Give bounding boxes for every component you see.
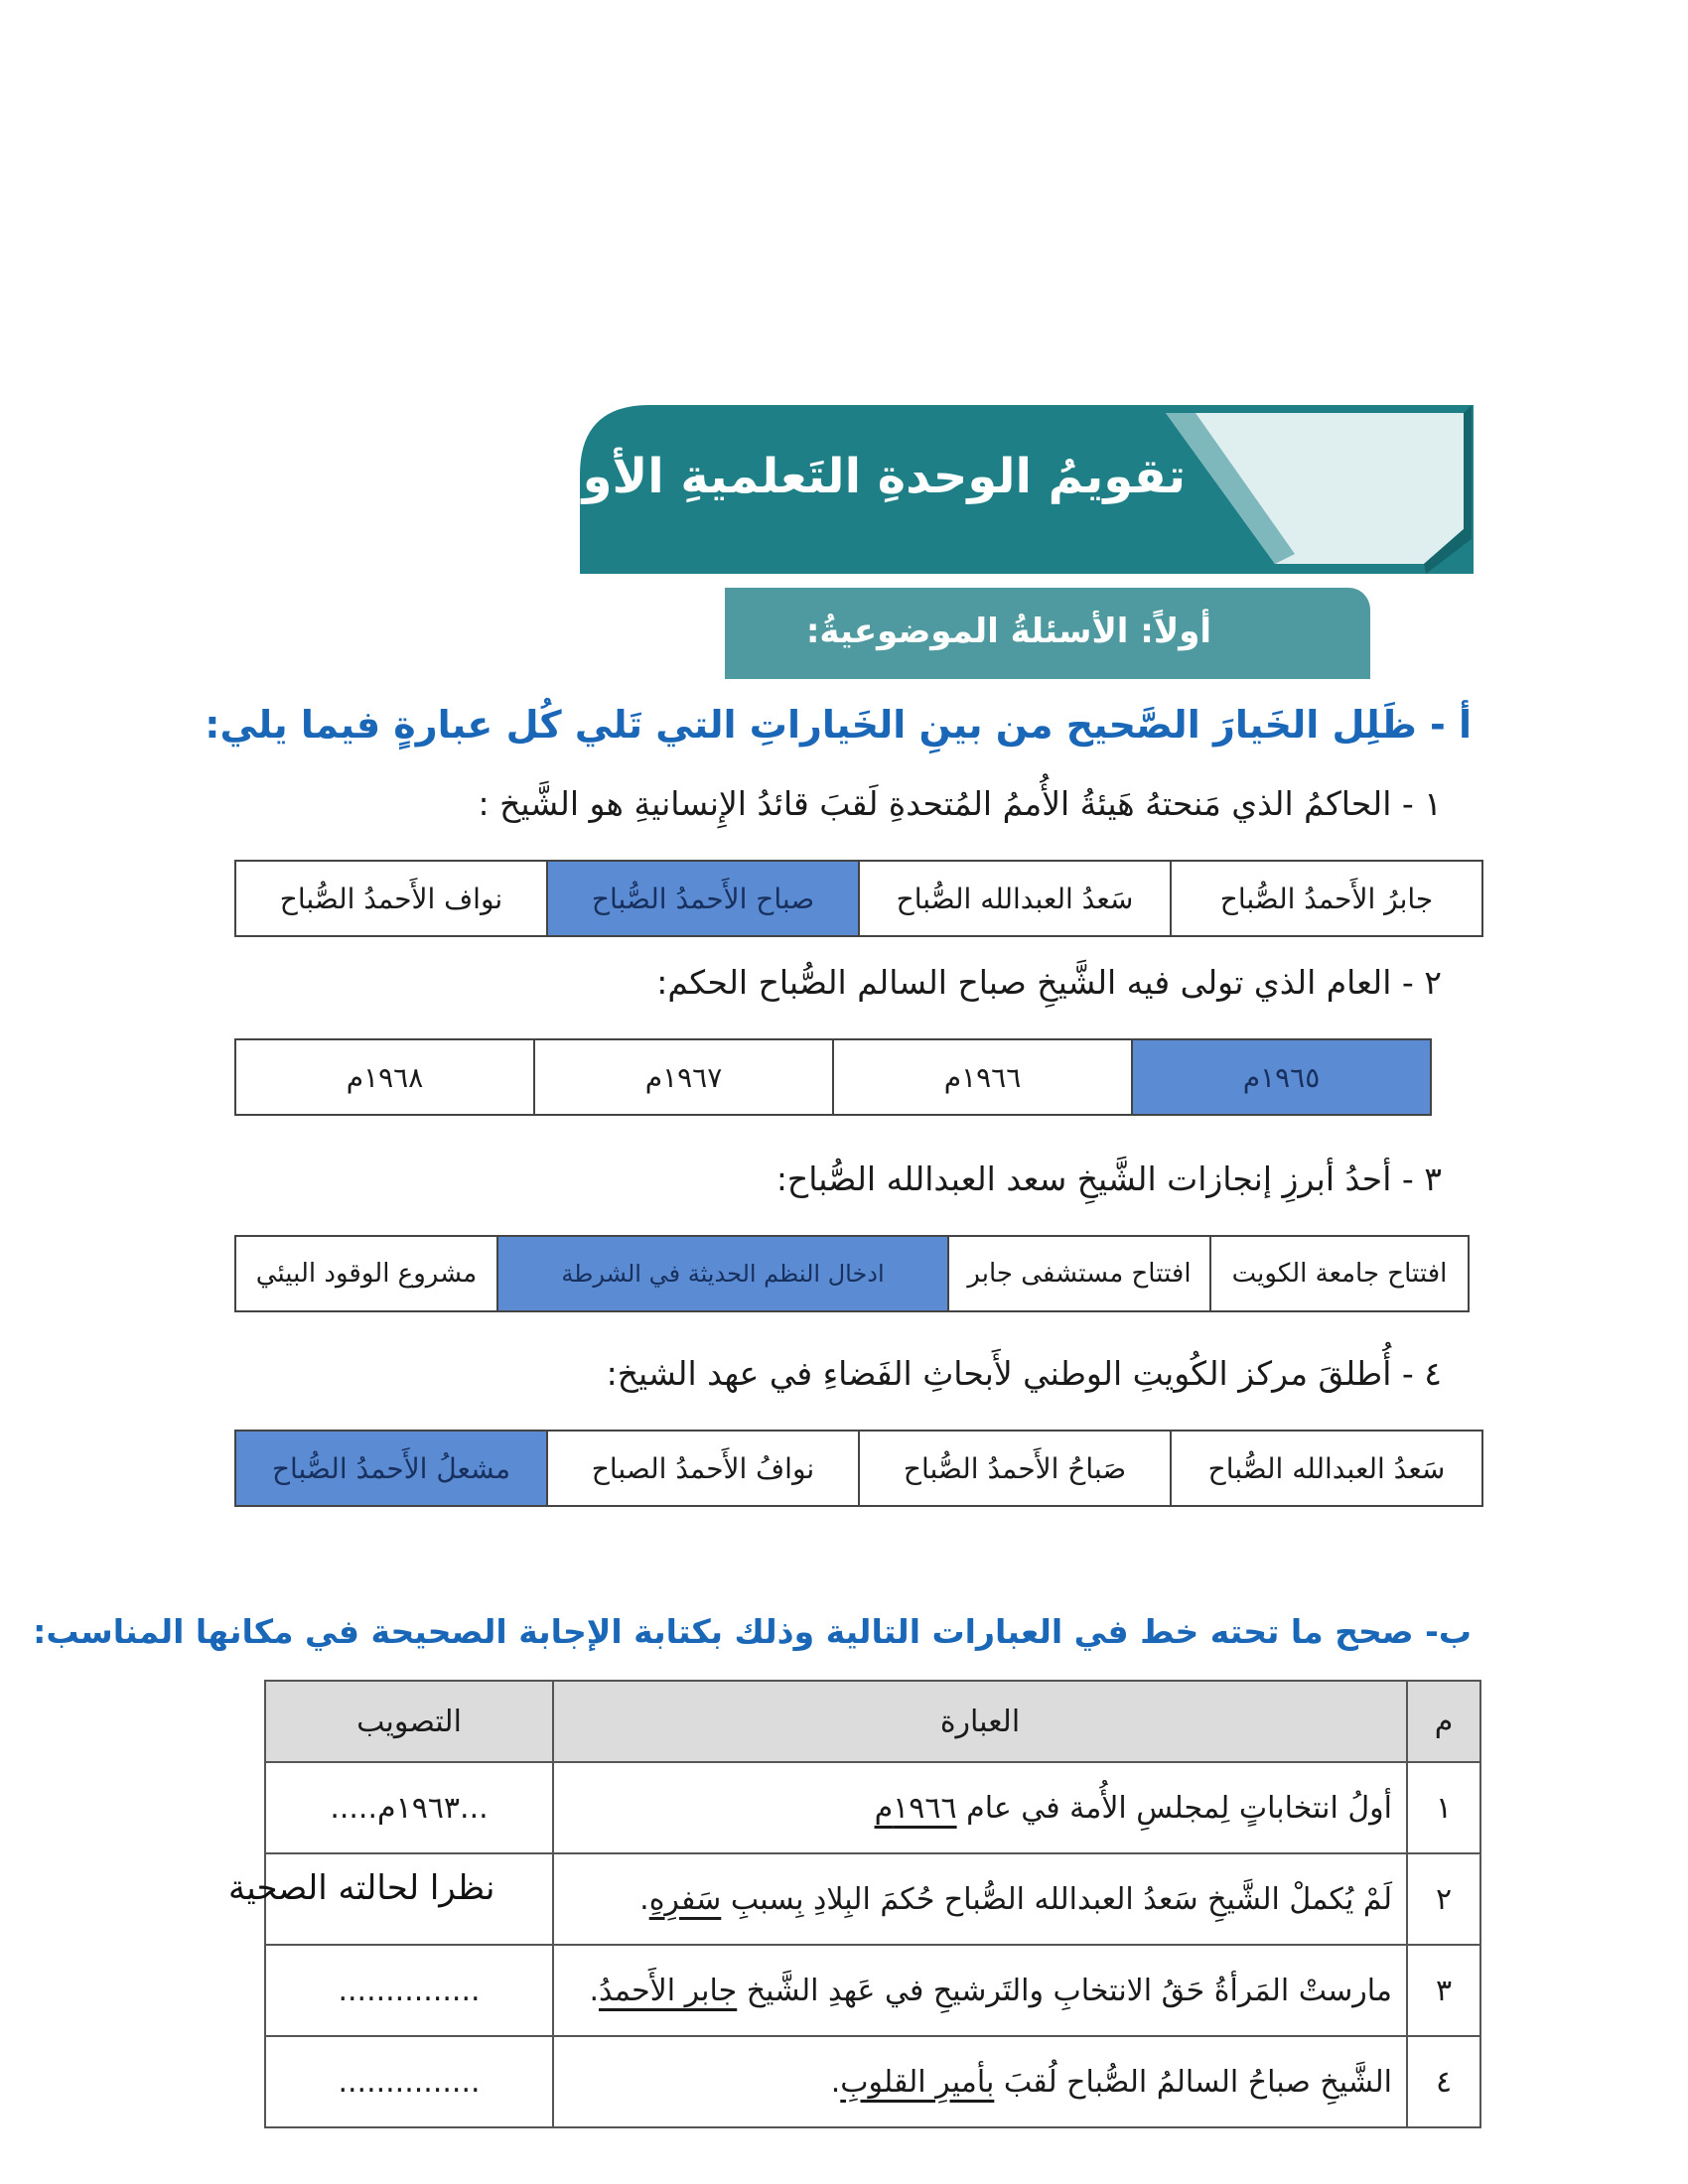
question-4-option-1[interactable]: سَعدُ العبدالله الصُّباح xyxy=(1171,1431,1482,1506)
question-3-text: ٣ - أحدُ أبرزِ إنجازات الشَّيخِ سعد العبدالله الصُّباح: xyxy=(775,1160,1442,1198)
question-1-option-2[interactable]: سَعدُ العبدالله الصُّباح xyxy=(859,861,1171,936)
statement-cell xyxy=(553,1762,1407,1853)
question-4-text: ٤ - أُطلقَ مركز الكُويتِ الوطني لأَبحاثِ الفَضاءِ في عهد الشيخ: xyxy=(606,1354,1442,1393)
underlined-text: بأميرِ القلوبِ xyxy=(840,2064,995,2100)
question-1-option-3-selected[interactable]: صباح الأَحمدُ الصُّباح xyxy=(547,861,859,936)
row-number: ٣ xyxy=(1407,1945,1480,2036)
correction-table-header xyxy=(265,1681,1480,1762)
question-2-option-4[interactable]: ١٩٦٨م xyxy=(235,1039,534,1115)
underlined-text: سَفرِهِ xyxy=(648,1881,722,1917)
question-2-option-1-selected[interactable]: ١٩٦٥م xyxy=(1132,1039,1431,1115)
question-2-option-2[interactable]: ١٩٦٦م xyxy=(833,1039,1132,1115)
section-b-heading: ب- صحح ما تحته خط في العبارات التالية وذلك بكتابة الإجابة الصحيحة في مكانها المناسب: xyxy=(33,1612,1472,1651)
statement-text: الشَّيخِ صباحُ السالمُ الصُّباح لُقبَ xyxy=(994,2064,1392,2100)
question-1-text: ١ - الحاكمُ الذي مَنحتهُ هَيئةُ الأُممُ المُتحدةِ لَقبَ قائدُ الإِنسانيةِ هو الشَّيخ : xyxy=(478,784,1442,823)
statement-cell xyxy=(553,2036,1407,2127)
question-2-options xyxy=(234,1038,1432,1116)
section-title: أولاً: الأسئلةُ الموضوعيةُ: xyxy=(805,612,1211,651)
question-4-option-3[interactable]: نوافُ الأَحمدُ الصباح xyxy=(547,1431,859,1506)
statement-text: مارستْ المَرأةُ حَقُ الانتخابِ والتَرشيحِ في عَهدِ الشَّيخ xyxy=(737,1973,1392,2008)
handwritten-answer-note: نظرا لحالته الصحية xyxy=(228,1868,495,1908)
correction-cell[interactable]: ............... xyxy=(265,2036,553,2127)
row-number: ٤ xyxy=(1407,2036,1480,2127)
statement-text: أولُ انتخاباتٍ لِمجلسِ الأُمة في عام xyxy=(956,1790,1392,1826)
question-3-option-4[interactable]: مشروع الوقود البيئي xyxy=(235,1236,497,1311)
question-3-options xyxy=(234,1235,1470,1312)
question-1-options xyxy=(234,860,1483,937)
row-number: ١ xyxy=(1407,1762,1480,1853)
underlined-text: جابر الأَحمدُ xyxy=(599,1973,738,2008)
underlined-text: ١٩٦٦م xyxy=(874,1790,957,1826)
statement-end: . xyxy=(589,1973,600,2008)
unit-title: تقويمُ الوحدةِ التَعلميةِ الأولى xyxy=(516,449,1186,504)
row-number: ٢ xyxy=(1407,1853,1480,1945)
question-4-option-4-selected[interactable]: مشعلُ الأَحمدُ الصُّباح xyxy=(235,1431,547,1506)
question-1-option-4[interactable]: نواف الأَحمدُ الصُّباح xyxy=(235,861,547,936)
question-3-option-3-selected[interactable]: ادخال النظم الحديثة في الشرطة xyxy=(497,1236,948,1311)
question-3-option-1[interactable]: افتتاح جامعة الكويت xyxy=(1210,1236,1469,1311)
question-1-option-1[interactable]: جابرُ الأَحمدُ الصُّباح xyxy=(1171,861,1482,936)
column-header-m: م xyxy=(1407,1681,1480,1762)
question-2-option-3[interactable]: ١٩٦٧م xyxy=(534,1039,833,1115)
unit-title-banner xyxy=(516,405,1474,574)
statement-text: لَمْ يُكملْ الشَّيخِ سَعدُ العبدالله الصُّباح حُكمَ البِلادِ بِسببِ xyxy=(721,1881,1392,1917)
statement-cell xyxy=(553,1945,1407,2036)
statement-end: . xyxy=(830,2064,841,2100)
question-2-text: ٢ - العام الذي تولى فيه الشَّيخِ صباح السالم الصُّباح الحكم: xyxy=(656,963,1442,1002)
table-row xyxy=(265,1945,1480,2036)
column-header-statement: العبارة xyxy=(553,1681,1407,1762)
question-4-options xyxy=(234,1430,1483,1507)
section-banner xyxy=(725,588,1370,679)
correction-cell[interactable]: ...١٩٦٣م..... xyxy=(265,1762,553,1853)
question-4-option-2[interactable]: صَباحُ الأَحمدُ الصُّباح xyxy=(859,1431,1171,1506)
column-header-correction: التصويب xyxy=(265,1681,553,1762)
table-row xyxy=(265,1762,1480,1853)
correction-cell[interactable]: ............... xyxy=(265,1945,553,2036)
statement-cell xyxy=(553,1853,1407,1945)
statement-end: . xyxy=(639,1881,649,1917)
question-3-option-2[interactable]: افتتاح مستشفى جابر xyxy=(948,1236,1210,1311)
table-row xyxy=(265,2036,1480,2127)
section-a-heading: أ - ظَلِل الخَيارَ الصَّحيح من بينِ الخَياراتِ التي تَلي كُل عبارةٍ فيما يلي: xyxy=(205,703,1472,747)
